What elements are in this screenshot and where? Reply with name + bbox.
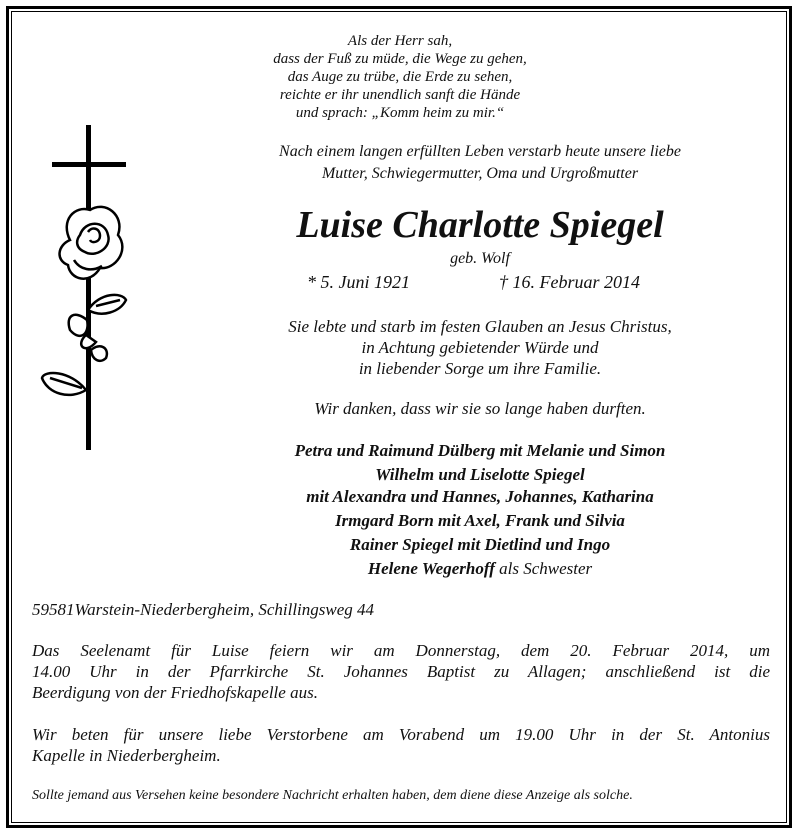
- poem-line-3: das Auge zu trübe, die Erde zu sehen,: [287, 69, 513, 85]
- thanks-line: Wir danken, dass wir sie so lange haben durften.: [314, 399, 646, 418]
- service-line-1: Das Seelenamt für Luise feiern wir am Donnerstag, dem 20. Februar 2014, um: [32, 641, 770, 660]
- family-line-1: Petra und Raimund Dülberg mit Melanie und Simon: [294, 441, 666, 460]
- prayer-line-2: Kapelle in Niederbergheim.: [32, 746, 221, 765]
- prayer-line-1: Wir beten für unsere liebe Verstorbene am Vorabend um 19.00 Uhr in der St. Antonius: [32, 725, 770, 744]
- death-date: † 16. Februar 2014: [499, 272, 640, 292]
- poem-line-2: dass der Fuß zu müde, die Wege zu gehen,: [273, 51, 527, 67]
- sister-role: als Schwester: [494, 559, 593, 578]
- intro-line-1: Nach einem langen erfüllten Leben verstarb heute unsere liebe: [279, 143, 681, 160]
- service-line-3: Beerdigung von der Friedhofskapelle aus.: [32, 683, 318, 702]
- deceased-name: Luise Charlotte Spiegel: [296, 204, 664, 246]
- address: 59581Warstein-Niederbergheim, Schillingsweg 44: [32, 600, 375, 619]
- poem-line-1: Als der Herr sah,: [347, 33, 453, 49]
- family-line-6: [170, 559, 790, 579]
- cross-rose-icon: [30, 120, 140, 455]
- tribute-line-1: Sie lebte und starb im festen Glauben an Jesus Christus,: [288, 317, 672, 336]
- intro-line-2: Mutter, Schwiegermutter, Oma und Urgroßmutter: [321, 165, 639, 182]
- birth-date: * 5. Juni 1921: [307, 272, 410, 292]
- footnote: Sollte jemand aus Versehen keine besondere Nachricht erhalten haben, dem diene diese Anzeige als solche.: [32, 788, 633, 803]
- family-line-2: Wilhelm und Liselotte Spiegel: [375, 465, 585, 484]
- birth-name: geb. Wolf: [450, 250, 510, 267]
- family-line-4: Irmgard Born mit Axel, Frank und Silvia: [335, 511, 625, 530]
- tribute-line-2: in Achtung gebietender Würde und: [361, 338, 599, 357]
- service-line-2: 14.00 Uhr in der Pfarrkirche St. Johannes Baptist zu Allagen; anschließend ist die: [32, 662, 770, 681]
- poem-line-4: reichte er ihr unendlich sanft die Hände: [279, 87, 521, 103]
- poem-line-5: und sprach: „Komm heim zu mir.“: [295, 105, 505, 121]
- family-line-5: Rainer Spiegel mit Dietlind und Ingo: [349, 535, 611, 554]
- tribute-line-3: in liebender Sorge um ihre Familie.: [358, 359, 602, 378]
- sister-name: Helene Wegerhoff: [367, 559, 495, 578]
- family-line-3: mit Alexandra und Hannes, Johannes, Katharina: [306, 487, 654, 506]
